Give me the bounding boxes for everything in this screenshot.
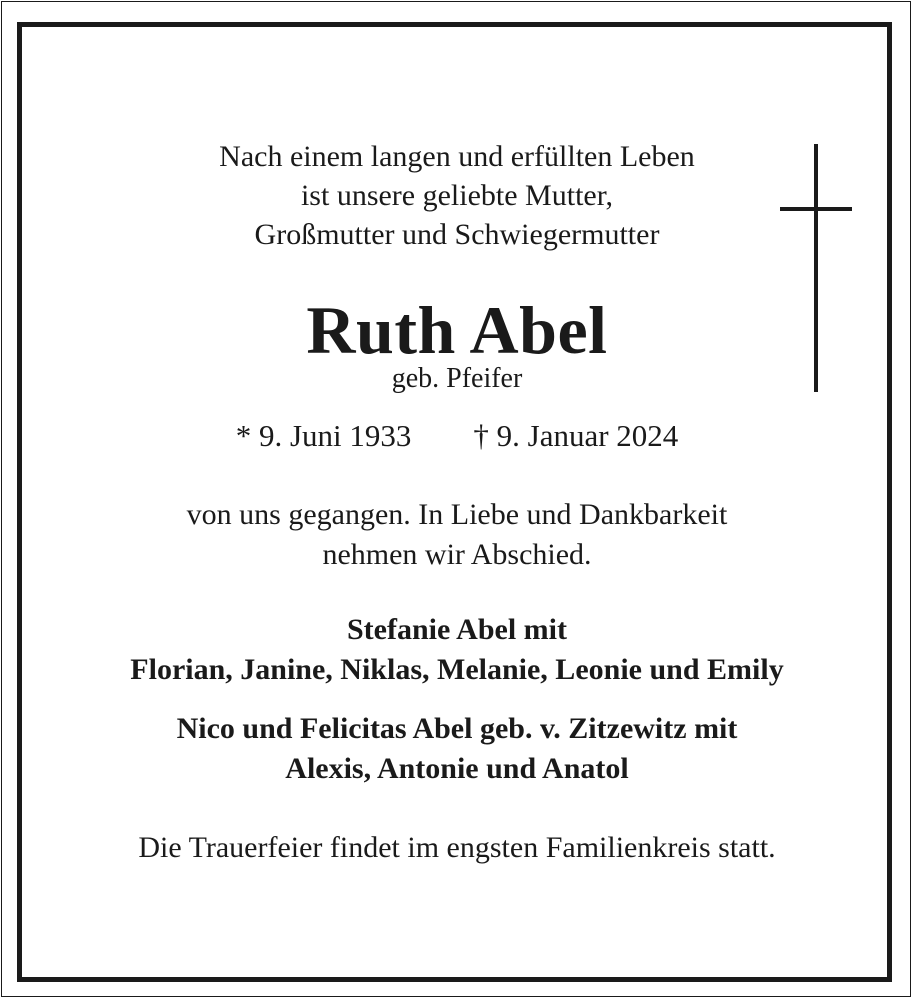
farewell-line-1: von uns gegangen. In Liebe und Dankbarkeit xyxy=(186,498,728,531)
intro-line-3: Großmutter und Schwiegermutter xyxy=(254,218,660,251)
death-date: † 9. Januar 2024 xyxy=(473,418,679,453)
birth-date: * 9. Juni 1933 xyxy=(235,418,412,453)
farewell-line-2: nehmen wir Abschied. xyxy=(322,538,592,571)
maiden-name: geb. Pfeifer xyxy=(391,363,523,394)
intro-line-2: ist unsere geliebte Mutter, xyxy=(300,179,614,212)
funeral-notice: Die Trauerfeier findet im engsten Familienkreis statt. xyxy=(138,831,776,864)
family-group-2-line-1: Nico und Felicitas Abel geb. v. Zitzewitz mit xyxy=(176,712,738,745)
family-group-2-line-2: Alexis, Antonie und Anatol xyxy=(285,752,629,785)
intro-line-1: Nach einem langen und erfüllten Leben xyxy=(219,140,695,173)
deceased-name: Ruth Abel xyxy=(306,292,608,368)
life-dates xyxy=(0,416,914,456)
family-group-1-line-2: Florian, Janine, Niklas, Melanie, Leonie und Emily xyxy=(130,653,784,686)
family-group-1-line-1: Stefanie Abel mit xyxy=(347,613,567,646)
